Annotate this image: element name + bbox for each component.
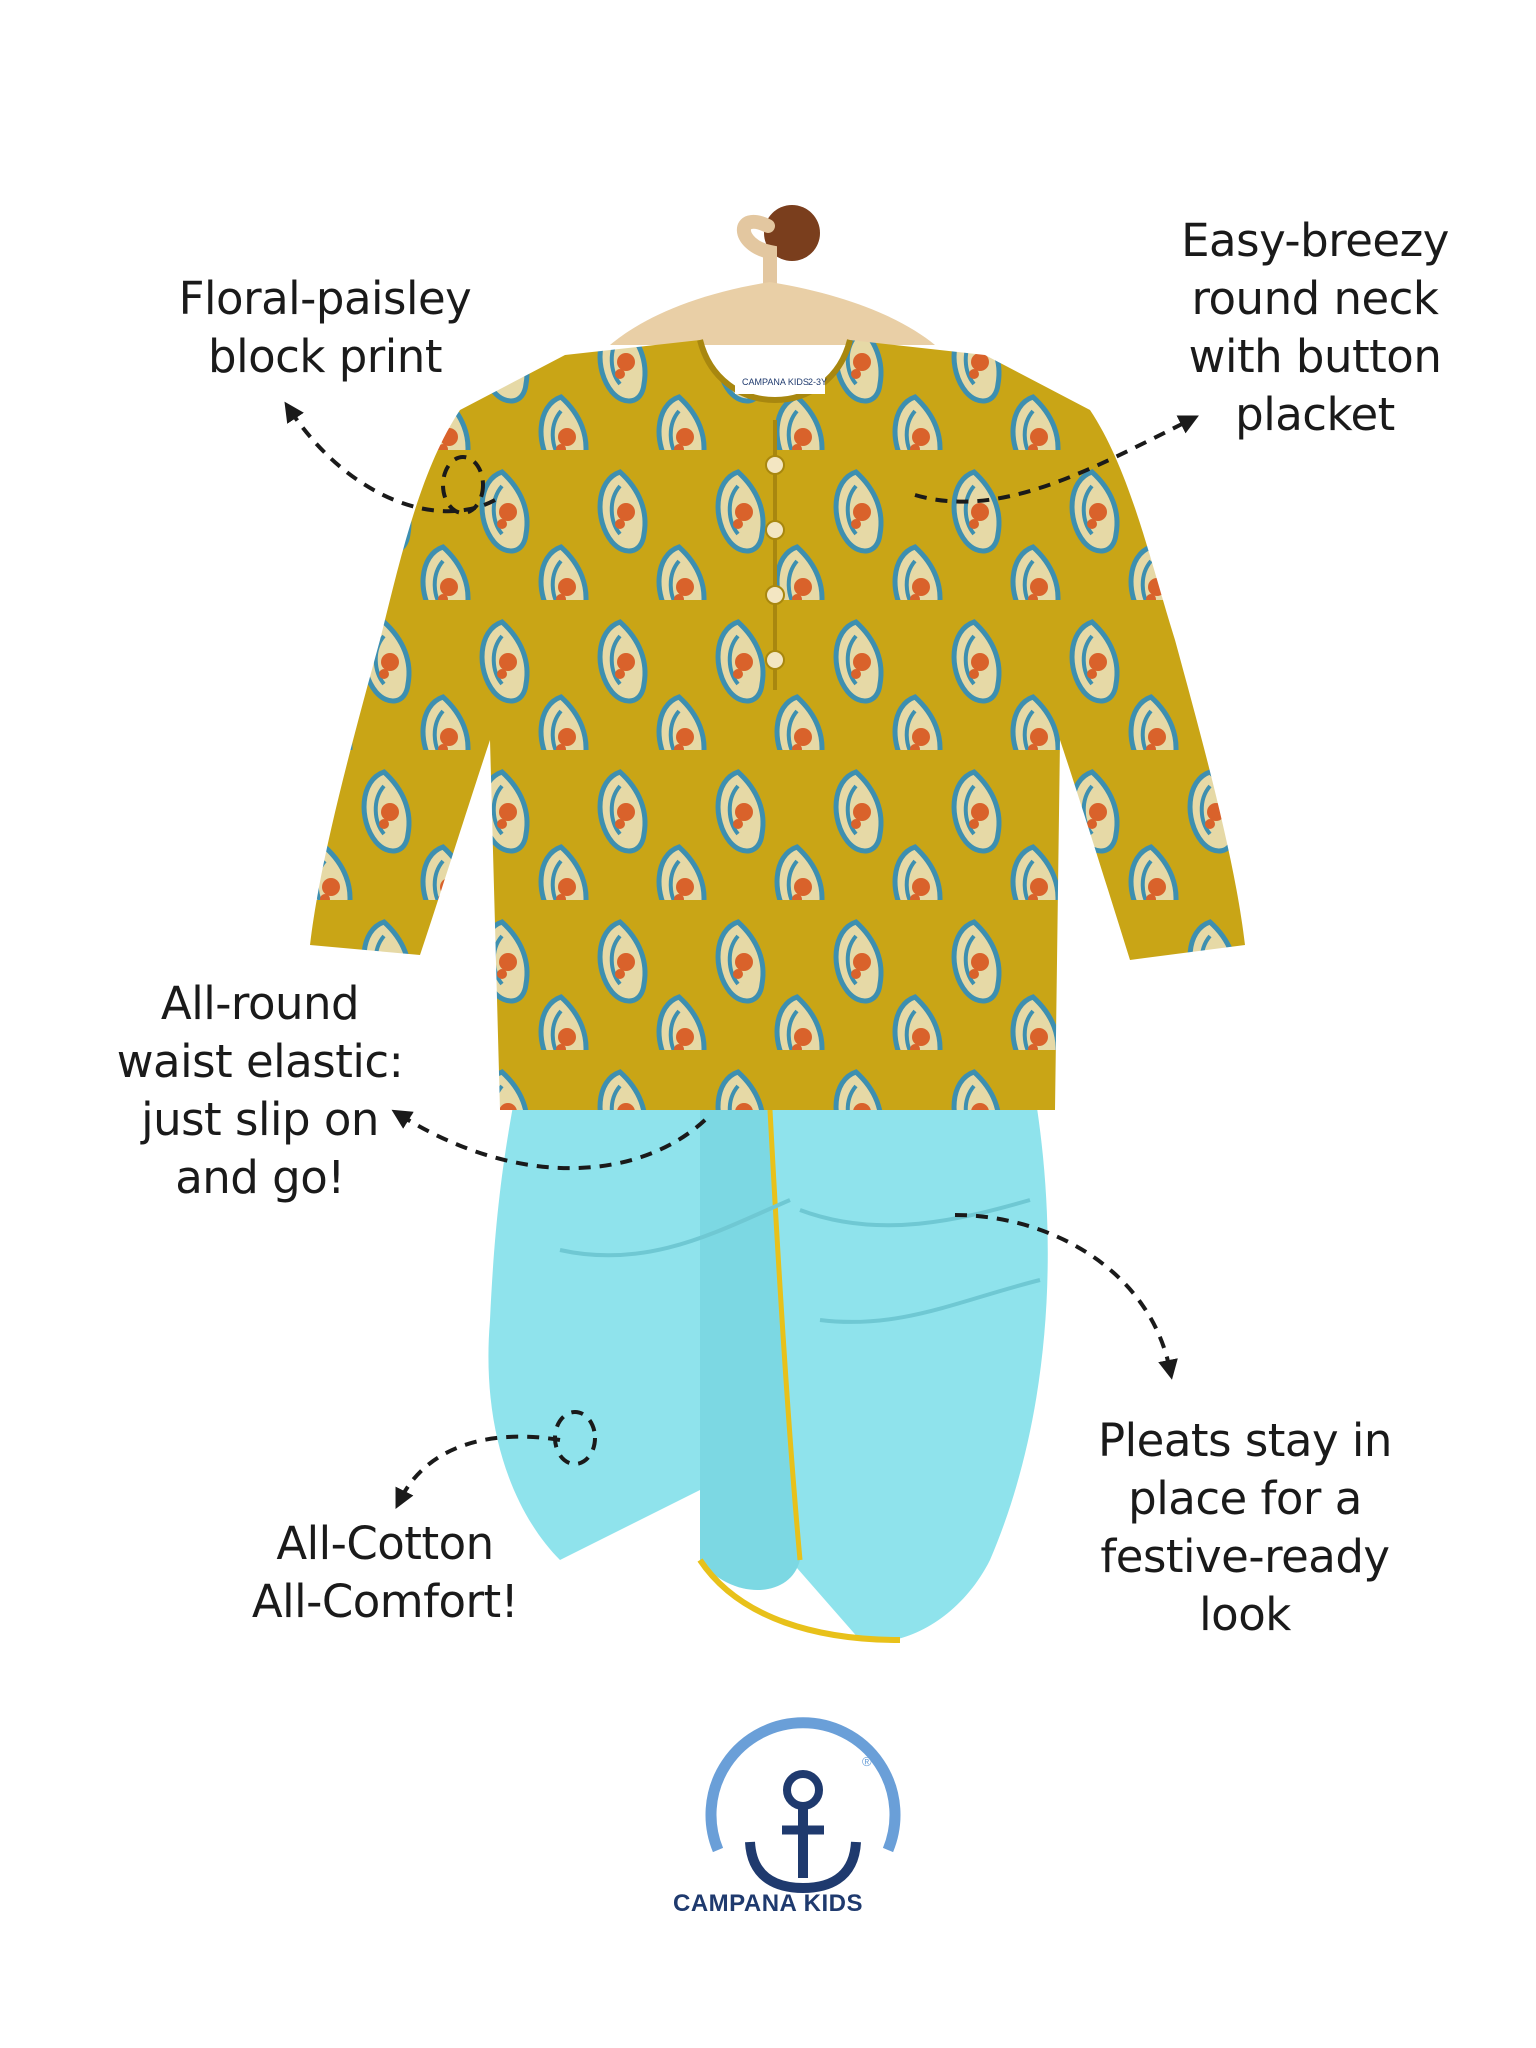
button xyxy=(766,456,784,474)
brand-name: CAMPANA KIDS xyxy=(673,1890,863,1917)
callout-pleats-line: festive-ready xyxy=(1100,1530,1390,1583)
callout-cotton-line: All-Cotton xyxy=(276,1517,494,1570)
button xyxy=(766,586,784,604)
callout-waist-line: just slip on xyxy=(141,1093,379,1146)
callout-waist-line: All-round xyxy=(160,977,360,1030)
callout-neck-line: Easy-breezy xyxy=(1181,214,1449,267)
callout-waist xyxy=(100,975,420,1207)
kurta xyxy=(310,340,1245,1110)
label-tag-size: 2-3Y xyxy=(808,377,828,387)
callout-pleats-line: place for a xyxy=(1128,1472,1362,1525)
callout-pleats-line: Pleats stay in xyxy=(1098,1414,1392,1467)
callout-cotton xyxy=(225,1515,545,1631)
callout-pleats xyxy=(1085,1412,1405,1644)
callout-waist-line: waist elastic: xyxy=(116,1035,404,1088)
callout-print xyxy=(165,270,485,386)
callout-neck xyxy=(1155,212,1475,444)
registered-mark: ® xyxy=(862,1754,872,1769)
button xyxy=(766,521,784,539)
callout-neck-line: placket xyxy=(1235,388,1395,441)
callout-neck-line: round neck xyxy=(1191,272,1439,325)
callout-print-line: block print xyxy=(208,330,442,383)
button xyxy=(766,651,784,669)
callout-print-line: Floral-paisley xyxy=(178,272,472,325)
hanger xyxy=(610,205,935,345)
dhoti xyxy=(488,1095,1047,1642)
callout-neck-line: with button xyxy=(1188,330,1442,383)
anchor-icon xyxy=(787,1774,819,1806)
callout-cotton-line: All-Comfort! xyxy=(251,1575,519,1628)
callout-waist-line: and go! xyxy=(175,1151,345,1204)
campana-kids-logo xyxy=(711,1723,895,1888)
callout-pleats-line: look xyxy=(1199,1588,1291,1641)
label-tag-brand: CAMPANA KIDS xyxy=(742,377,809,387)
